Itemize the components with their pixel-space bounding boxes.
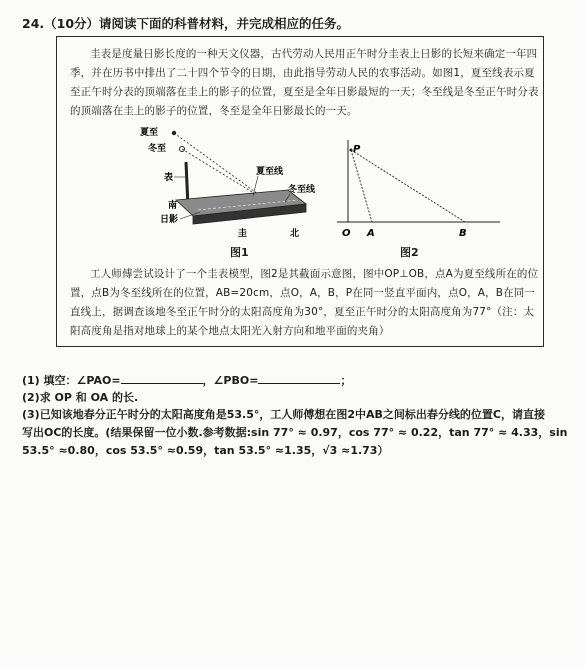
riying-label: 日影 <box>160 215 179 225</box>
bei-label: 北 <box>290 229 300 239</box>
material-paragraph-1: 圭表是度量日影长度的一种天文仪器，古代劳动人民用正午时分圭表上日影的长短来确定一年四季，并在历书中排出了二十四个节令的日期，由此指导劳动人民的农事活动。如图1，夏至线表示夏至正午时分表的顶端落在圭上的影子的位置，夏至是全年日影最短的一天；冬至线是冬至正午时分表的顶端落在圭上的影子的位置，冬至是全年日影最长的一天。 <box>70 48 539 117</box>
task-2: (2)求 OP 和 OA 的长. <box>22 391 139 404</box>
answer-blank-pbo[interactable] <box>258 372 340 384</box>
biao-label: 表 <box>164 173 174 183</box>
dongzhixian-label: 冬至线 <box>288 185 316 195</box>
xiazhixian-label: 夏至线 <box>256 167 284 177</box>
label-p: P <box>353 144 361 155</box>
task-3-line-3: 53.5° ≈0.80，cos 53.5° ≈0.59，tan 53.5° ≈1.35，√3 ≈1.73） <box>22 444 389 457</box>
nan-label: 南 <box>168 201 178 211</box>
ray-pb <box>351 150 465 222</box>
gui-label: 圭 <box>238 229 248 239</box>
question-header: 24.（10分）请阅读下面的科普材料，并完成相应的任务。 <box>22 16 350 31</box>
task-1-mid: ，∠PBO= <box>202 374 259 387</box>
figure-1-caption: 图1 <box>230 246 249 259</box>
task-1 <box>22 372 580 389</box>
label-a: A <box>367 228 375 239</box>
task-3-line-2: 写出OC的长度。(结果保留一位小数.参考数据:sin 77° ≈ 0.97，cos 77° ≈ 0.22，tan 77° ≈ 4.33，sin <box>22 426 568 439</box>
figure-1-gnomon-illustration <box>138 122 338 242</box>
figure-2-cross-section <box>335 140 505 242</box>
task-1-prefix: (1) 填空：∠PAO= <box>22 374 121 387</box>
ray-pa <box>351 150 372 222</box>
material-paragraph-2: 工人师傅尝试设计了一个圭表模型，图2是其截面示意图，图中OP⊥OB，点A为夏至线所在的位置，点B为冬至线所在的位置，AB=20cm，点O，A，B，P在同一竖直平面内，点O，A，B在同一直线上，据调查该地冬至正午时分的太阳高度角为30°，夏至正午时分的太阳高度角为77°（注：太阳高度角是指对地球上的某个地点太阳光入射方向和地平面的夹角） <box>70 268 539 337</box>
figure-2-caption: 图2 <box>400 246 419 259</box>
summer-sun-label: 夏至 <box>140 128 159 138</box>
task-3-line-1: (3)已知该地春分正午时分的太阳高度角是53.5°，工人师傅想在图2中AB之间标出春分线的位置C，请直接 <box>22 408 545 421</box>
label-o: O <box>342 228 351 239</box>
label-b: B <box>459 228 467 239</box>
task-1-suffix: ； <box>340 374 352 387</box>
answer-blank-pao[interactable] <box>121 372 203 384</box>
winter-sun-label: 冬至 <box>148 144 167 154</box>
